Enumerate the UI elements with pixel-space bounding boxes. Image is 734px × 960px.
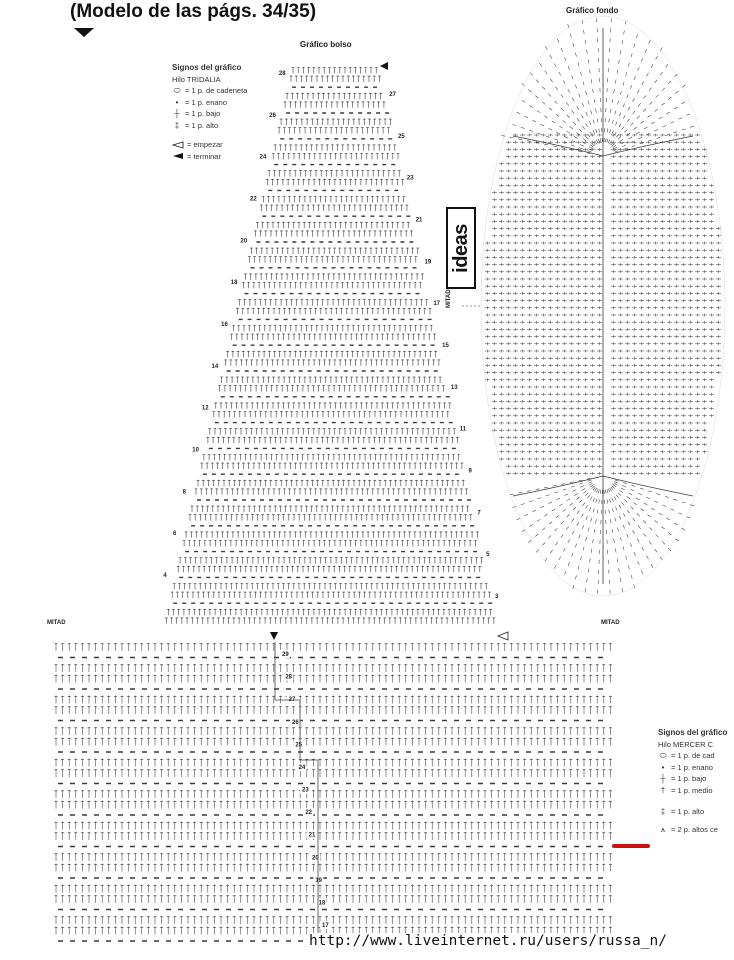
start-arrow-icon	[498, 632, 508, 640]
page-title: (Modelo de las págs. 34/35)	[70, 1, 317, 22]
mitad-label-left: MITAD	[47, 620, 66, 626]
row-number-center: 27	[288, 697, 296, 704]
row-number-right: 17	[433, 301, 441, 308]
row-number-center: 23	[302, 787, 309, 794]
row-number-right: 21	[415, 217, 423, 224]
row-number-left: 4	[163, 573, 167, 580]
half-double-crochet-icon: †	[660, 785, 666, 795]
row-number-center: 22	[305, 810, 313, 817]
row-number-right: 3	[494, 594, 499, 600]
row-number-left: 6	[172, 531, 177, 538]
single-crochet-icon: ┼	[174, 109, 180, 118]
row-number-left: 24	[259, 154, 267, 161]
base-center-lines	[513, 28, 693, 584]
row-number-right: 27	[389, 91, 396, 98]
row-number-left: 18	[230, 280, 238, 287]
legend-bottom-item: = 1 p. de cad	[671, 751, 715, 760]
row-number-center: 24	[298, 764, 306, 771]
legend-top-heading: Signos del gráfico	[172, 63, 242, 72]
double-crochet-decrease-icon: ⩚	[660, 824, 666, 834]
bag-lower-stitches	[55, 643, 612, 935]
row-number-center: 19	[315, 877, 323, 884]
row-number-right: 13	[450, 384, 458, 391]
row-number-right: 7	[477, 510, 481, 517]
row-number-left: 10	[192, 447, 199, 454]
ideas-logo-text: ideas	[449, 223, 472, 273]
slip-stitch-icon: •	[661, 762, 665, 772]
row-number-center: 21	[308, 832, 316, 839]
single-crochet-icon: ┼	[660, 774, 666, 783]
legend-bottom-item: = 2 p. altos ce	[671, 824, 718, 834]
legend-top-item: = 1 p. enano	[185, 97, 227, 107]
legend-bottom-yarn: Hilo MERCER C	[658, 739, 714, 749]
legend-top-item: = 1 p. bajo	[185, 109, 221, 118]
row-number-center: 25	[295, 742, 303, 749]
chain-stitch-icon: ⬭	[659, 751, 667, 760]
mitad-label-base: MITAD	[446, 289, 452, 308]
row-number-center: 18	[318, 900, 326, 907]
watermark-url: http://www.liveinternet.ru/users/russa_n/	[309, 933, 667, 949]
legend-bottom-item: = 1 p. bajo	[671, 774, 707, 783]
row-number-right: 25	[398, 133, 405, 140]
legend-bottom-item: = 1 p. alto	[671, 807, 705, 816]
row-number-right: 9	[468, 468, 472, 475]
bag-chart-title: Gráfico bolso	[300, 40, 352, 49]
row-number-right: 5	[486, 552, 490, 559]
row-number-left: 22	[250, 196, 257, 203]
legend-bottom-heading: Signos del gráfico	[658, 728, 728, 737]
legend-bottom-item: = 1 p. medio	[671, 785, 713, 795]
slip-stitch-icon: •	[175, 97, 179, 107]
row-number-left: 12	[201, 405, 209, 412]
row-number-center: 26	[292, 719, 299, 726]
row-number-left: 16	[221, 322, 228, 329]
row-number-left: 26	[269, 112, 276, 119]
row-number-left: 14	[211, 363, 219, 370]
row-number-right: 23	[406, 175, 414, 182]
mitad-label-right: MITAD	[601, 620, 620, 626]
double-crochet-icon: ‡	[174, 120, 180, 130]
row-number-right: 19	[424, 259, 432, 266]
row-number-right: 11	[459, 426, 467, 433]
row-number-center: 17	[322, 923, 329, 929]
row-number-left: 28	[278, 71, 286, 77]
legend-bottom-item: = 1 p. enano	[671, 762, 713, 772]
end-arrow-icon	[380, 62, 388, 70]
legend-top-yarn: Hilo TRIDALIA	[172, 74, 221, 84]
legend-top-item: = 1 p. alto	[185, 120, 219, 130]
legend-start: = empezar	[187, 140, 223, 149]
row-number-center: 28	[285, 674, 293, 681]
row-number-left: 8	[182, 489, 186, 496]
chain-stitch-icon: ⬭	[173, 86, 181, 95]
row-number-center: 20	[312, 855, 319, 862]
legend-end: = terminar	[187, 151, 221, 161]
bag-chart-lower	[55, 643, 612, 941]
base-chart-title: Gráfico fondo	[566, 6, 619, 15]
base-end-stitches	[501, 18, 694, 594]
bag-lower-chains	[58, 658, 603, 942]
double-crochet-icon: ‡	[660, 807, 666, 816]
legend-top-item: = 1 p. de cadeneta	[185, 86, 248, 95]
end-arrow-icon	[270, 632, 278, 640]
row-number-right: 15	[442, 342, 449, 349]
row-number-center: 29	[282, 652, 289, 658]
row-number-left: 20	[240, 238, 248, 245]
base-chart-oval	[481, 16, 725, 596]
